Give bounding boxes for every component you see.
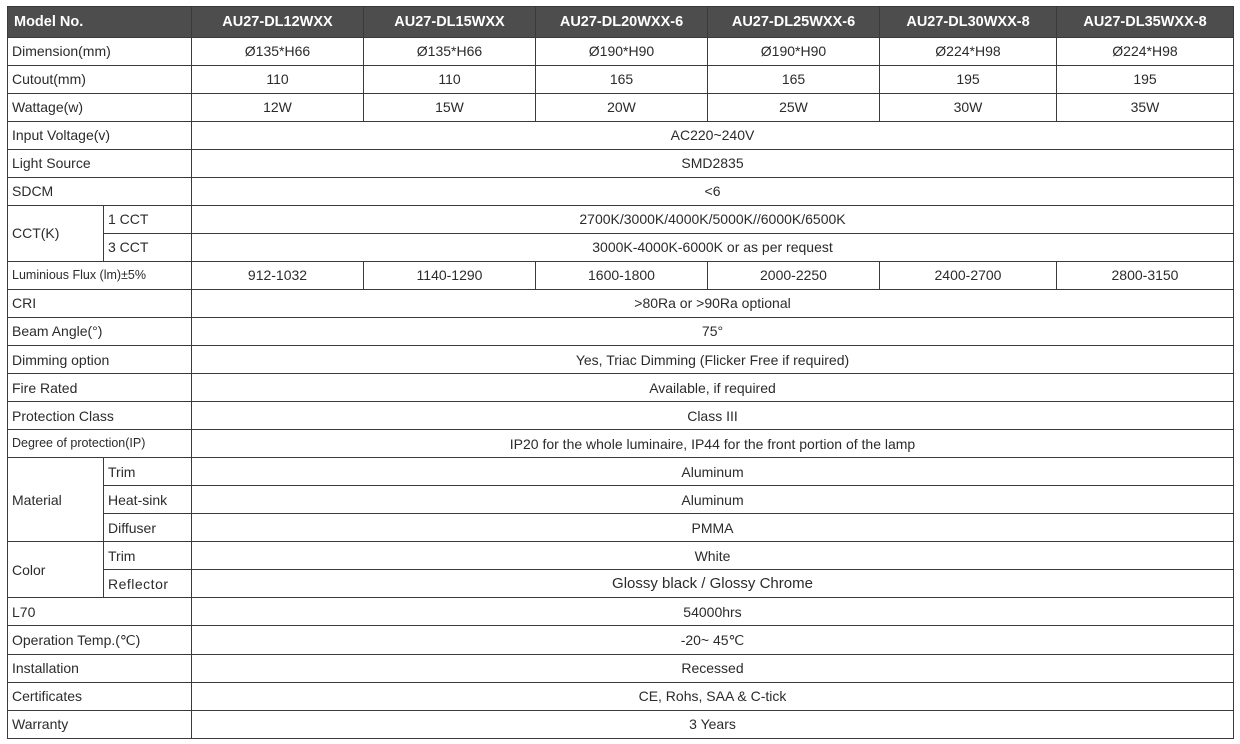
header-row: [8, 7, 1234, 38]
row-label: Wattage(w): [8, 93, 192, 121]
ip-row: [8, 430, 1234, 458]
table-cell: 110: [364, 65, 536, 93]
table-cell: 3 Years: [192, 710, 1234, 738]
table-cell: 2700K/3000K/4000K/5000K//6000K/6500K: [192, 205, 1234, 233]
sdcm-row: [8, 177, 1234, 205]
sub-label: Trim: [104, 542, 192, 570]
row-label: Fire Rated: [8, 374, 192, 402]
model-header: AU27-DL25WXX-6: [708, 7, 880, 38]
table-cell: Ø135*H66: [364, 37, 536, 65]
row-label: Luminious Flux (lm)±5%: [8, 261, 192, 289]
row-label: Light Source: [8, 149, 192, 177]
model-header: AU27-DL15WXX: [364, 7, 536, 38]
table-cell: 2800-3150: [1057, 261, 1234, 289]
table-cell: 2000-2250: [708, 261, 880, 289]
protection-class-row: [8, 402, 1234, 430]
table-cell: Aluminum: [192, 486, 1234, 514]
row-label: Warranty: [8, 710, 192, 738]
row-label: Beam Angle(°): [8, 317, 192, 345]
table-cell: Ø190*H90: [708, 37, 880, 65]
row-label: Material: [8, 458, 104, 542]
table-cell: SMD2835: [192, 149, 1234, 177]
operation-temp-row: [8, 626, 1234, 654]
table-cell: 3000K-4000K-6000K or as per request: [192, 233, 1234, 261]
row-label: Cutout(mm): [8, 65, 192, 93]
table-cell: 35W: [1057, 93, 1234, 121]
table-cell: 25W: [708, 93, 880, 121]
table-cell: IP20 for the whole luminaire, IP44 for the front portion of the lamp: [192, 430, 1234, 458]
table-cell: Recessed: [192, 654, 1234, 682]
dimension-row: [8, 37, 1234, 65]
flux-row: [8, 261, 1234, 289]
row-label: Color: [8, 542, 104, 598]
warranty-row: [8, 710, 1234, 738]
row-label: Degree of protection(IP): [8, 430, 192, 458]
table-cell: AC220~240V: [192, 121, 1234, 149]
row-label: Protection Class: [8, 402, 192, 430]
table-cell: Yes, Triac Dimming (Flicker Free if required): [192, 346, 1234, 374]
table-cell: <6: [192, 177, 1234, 205]
installation-row: [8, 654, 1234, 682]
model-header: AU27-DL30WXX-8: [880, 7, 1057, 38]
table-cell: 2400-2700: [880, 261, 1057, 289]
fire-rated-row: [8, 374, 1234, 402]
table-cell: 195: [880, 65, 1057, 93]
row-label: Dimension(mm): [8, 37, 192, 65]
row-label: L70: [8, 598, 192, 626]
cri-row: [8, 289, 1234, 317]
sub-label: Heat-sink: [104, 486, 192, 514]
color-trim-row: [8, 542, 1234, 570]
sub-label: Trim: [104, 458, 192, 486]
material-diffuser-row: [8, 514, 1234, 542]
row-label: Certificates: [8, 682, 192, 710]
table-cell: 165: [708, 65, 880, 93]
table-cell: 912-1032: [192, 261, 364, 289]
table-cell: White: [192, 542, 1234, 570]
row-label: Input Voltage(v): [8, 121, 192, 149]
table-cell: Ø135*H66: [192, 37, 364, 65]
table-cell: 110: [192, 65, 364, 93]
table-cell: 30W: [880, 93, 1057, 121]
table-cell: Available, if required: [192, 374, 1234, 402]
sub-label: Reflector: [104, 570, 192, 598]
table-cell: 195: [1057, 65, 1234, 93]
row-label: SDCM: [8, 177, 192, 205]
table-cell: Aluminum: [192, 458, 1234, 486]
table-cell: Ø190*H90: [536, 37, 708, 65]
model-header: AU27-DL35WXX-8: [1057, 7, 1234, 38]
spec-table: [7, 6, 1234, 739]
model-no-header: Model No.: [8, 7, 192, 38]
table-cell: CE, Rohs, SAA & C-tick: [192, 682, 1234, 710]
row-label: Dimming option: [8, 346, 192, 374]
material-heatsink-row: [8, 486, 1234, 514]
table-cell: PMMA: [192, 514, 1234, 542]
sub-label: Diffuser: [104, 514, 192, 542]
table-cell: Ø224*H98: [1057, 37, 1234, 65]
table-cell: 165: [536, 65, 708, 93]
cct-row-1: [8, 205, 1234, 233]
wattage-row: [8, 93, 1234, 121]
row-label: Installation: [8, 654, 192, 682]
input-voltage-row: [8, 121, 1234, 149]
table-cell: 12W: [192, 93, 364, 121]
model-header: AU27-DL12WXX: [192, 7, 364, 38]
table-cell: 54000hrs: [192, 598, 1234, 626]
sub-label: 3 CCT: [104, 233, 192, 261]
material-trim-row: [8, 458, 1234, 486]
certificates-row: [8, 682, 1234, 710]
table-cell: Ø224*H98: [880, 37, 1057, 65]
table-cell: 1140-1290: [364, 261, 536, 289]
model-header: AU27-DL20WXX-6: [536, 7, 708, 38]
row-label: CCT(K): [8, 205, 104, 261]
dimming-row: [8, 346, 1234, 374]
sub-label: 1 CCT: [104, 205, 192, 233]
table-cell: 1600-1800: [536, 261, 708, 289]
table-cell: Glossy black / Glossy Chrome: [192, 570, 1234, 598]
beam-angle-row: [8, 317, 1234, 345]
row-label: CRI: [8, 289, 192, 317]
table-cell: 20W: [536, 93, 708, 121]
color-reflector-row: [8, 570, 1234, 598]
table-cell: Class III: [192, 402, 1234, 430]
l70-row: [8, 598, 1234, 626]
row-label: Operation Temp.(℃): [8, 626, 192, 654]
light-source-row: [8, 149, 1234, 177]
cutout-row: [8, 65, 1234, 93]
table-cell: -20~ 45℃: [192, 626, 1234, 654]
table-cell: >80Ra or >90Ra optional: [192, 289, 1234, 317]
cct-row-3: [8, 233, 1234, 261]
table-cell: 15W: [364, 93, 536, 121]
table-cell: 75°: [192, 317, 1234, 345]
